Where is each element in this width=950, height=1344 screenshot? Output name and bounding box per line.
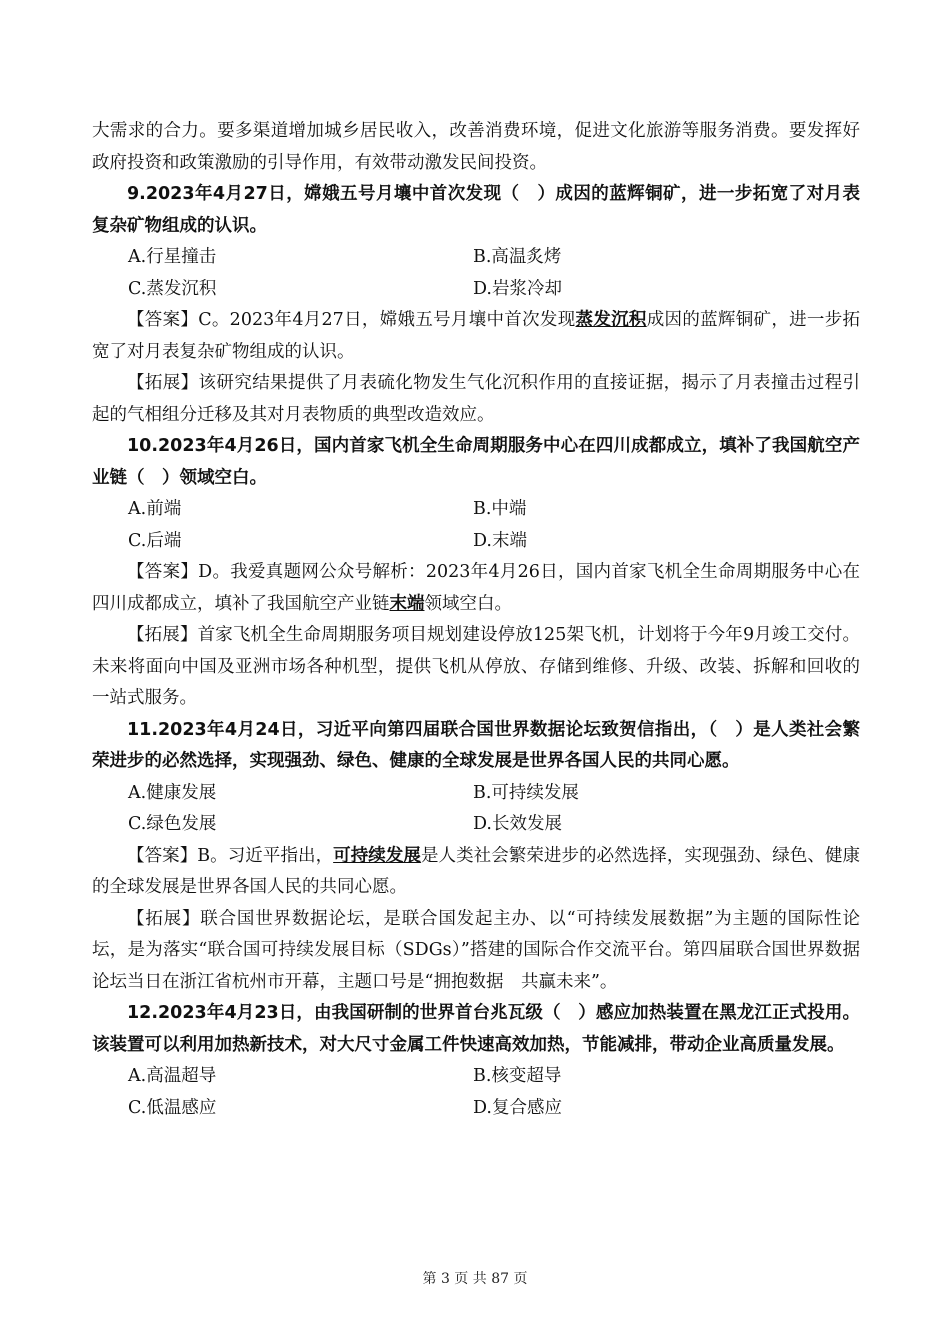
options-10 [92, 494, 860, 557]
answer-11-highlight: 可持续发展 [333, 845, 421, 866]
answer-10 [92, 557, 860, 620]
option-11-d: D.长效发展 [473, 814, 562, 834]
option-12-c: C.低温感应 [128, 1097, 217, 1118]
answer-11-prefix: 【答案】B。习近平指出， [127, 845, 334, 866]
option-9-a: A.行星撞击 [128, 247, 217, 267]
option-10-a: A.前端 [128, 499, 182, 519]
option-10-c: C.后端 [128, 530, 182, 551]
answer-9 [92, 305, 860, 368]
option-12-a: A.高温超导 [128, 1066, 217, 1086]
option-11-c: C.绿色发展 [128, 814, 217, 834]
question-11: 11.2023年4月24日，习近平向第四届联合国世界数据论坛致贺信指出，（ ）是人类社会繁荣进步的必然选择，实现强劲、绿色、健康的全球发展是世界各国人民的共同心愿。 [92, 719, 860, 771]
option-9-d: D.岩浆冷却 [473, 278, 562, 299]
question-9: 9.2023年4月27日，嫦娥五号月壤中首次发现（ ）成因的蓝辉铜矿，进一步拓宽了对月表复杂矿物组成的认识。 [92, 184, 860, 236]
option-10-b: B.中端 [473, 499, 527, 519]
extension-9: 【拓展】该研究结果提供了月表硫化物发生气化沉积作用的直接证据，揭示了月表撞击过程引起的气相组分迁移及其对月表物质的典型改造效应。 [92, 373, 860, 425]
option-12-b: B.核变超导 [473, 1066, 562, 1086]
page-footer: 第 3 页 共 87 页 [422, 1271, 528, 1287]
options-12 [92, 1061, 860, 1124]
extension-11: 【拓展】联合国世界数据论坛，是联合国发起主办、以“可持续发展数据”为主题的国际性论坛，是为落实“联合国可持续发展目标（SDGs）”搭建的国际合作交流平台。第四届联合国世界数据论坛当日在浙江省杭州市开幕，主题口号是“拥抱数据 共赢未来”。 [92, 908, 860, 992]
answer-9-highlight: 蒸发沉积 [575, 310, 647, 330]
extension-10: 【拓展】首家飞机全生命周期服务项目规划建设停放125架飞机，计划将于今年9月竣工交付。未来将面向中国及亚洲市场各种机型，提供飞机从停放、存储到维修、升级、改装、拆解和回收的一站式服务。 [92, 625, 860, 708]
answer-10-suffix: 领域空白。 [424, 593, 512, 614]
options-11 [92, 778, 860, 841]
answer-10-highlight: 末端 [389, 593, 425, 614]
option-11-a: A.健康发展 [128, 782, 217, 803]
option-10-d: D.末端 [473, 530, 527, 551]
intro-paragraph: 大需求的合力。要多渠道增加城乡居民收入，改善消费环境，促进文化旅游等服务消费。要发挥好政府投资和政策激励的引导作用，有效带动激发民间投资。 [92, 121, 860, 173]
option-9-b: B.高温炙烤 [473, 247, 562, 267]
answer-11-suffix: 是人类社会繁荣进步的必然选择，实现强劲、绿色、健康的全球发展是世界各国人民的共同心愿。 [92, 845, 861, 897]
answer-11 [92, 841, 860, 904]
option-11-b: B.可持续发展 [473, 782, 579, 803]
answer-9-prefix: 【答案】C。2023年4月27日，嫦娥五号月壤中首次发现 [127, 310, 576, 330]
option-12-d: D.复合感应 [473, 1097, 562, 1118]
document-body [92, 116, 860, 1124]
answer-9-suffix: 成因的蓝辉铜矿，进一步拓宽了对月表复杂矿物组成的认识。 [92, 310, 861, 362]
question-12: 12.2023年4月23日，由我国研制的世界首台兆瓦级（ ）感应加热装置在黑龙江正式投用。该装置可以利用加热新技术，对大尺寸金属工件快速高效加热，节能减排，带动企业高质量发展。 [92, 1003, 860, 1055]
option-9-c: C.蒸发沉积 [128, 278, 217, 299]
options-9 [92, 242, 860, 305]
answer-10-prefix: 【答案】D。我爱真题网公众号解析：2023年4月26日，国内首家飞机全生命周期服务中心在四川成都成立，填补了我国航空产业链 [92, 562, 860, 614]
question-10: 10.2023年4月26日，国内首家飞机全生命周期服务中心在四川成都成立，填补了我国航空产业链（ ）领域空白。 [92, 436, 860, 488]
